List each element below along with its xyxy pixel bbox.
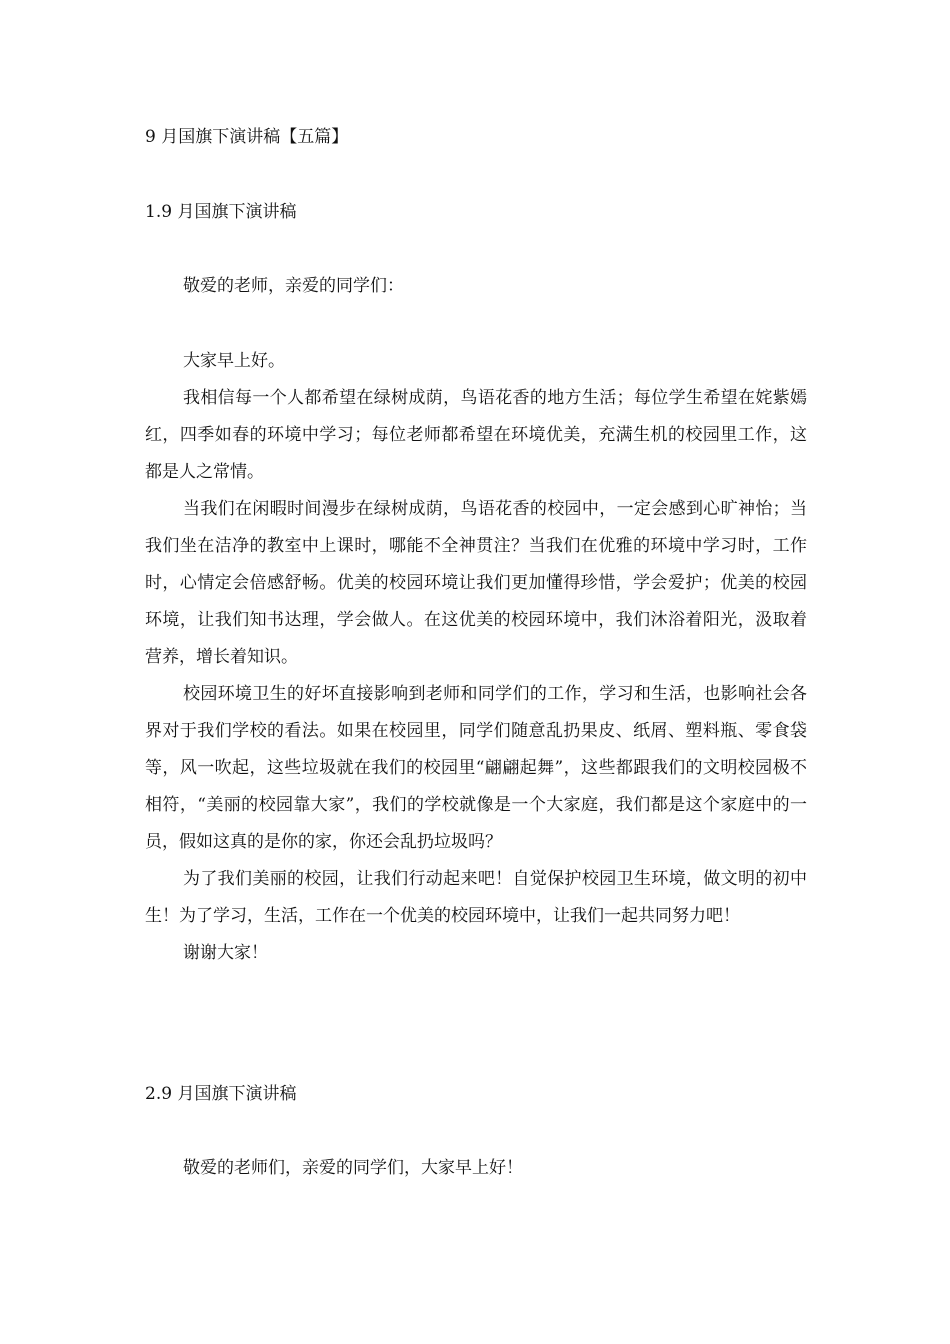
paragraph-wishes: 我相信每一个人都希望在绿树成荫，鸟语花香的地方生活；每位学生希望在姹紫嫣红，四季如春的环境中学习；每位老师都希望在环境优美，充满生机的校园里工作，这都是人之常情。 — [145, 388, 807, 482]
paragraph-campus: 当我们在闲暇时间漫步在绿树成荫，鸟语花香的校园中，一定会感到心旷神怡；当我们坐在洁净的教室中上课时，哪能不全神贯注？当我们在优雅的环境中学习时，工作时，心情定会倍感舒畅。优美的校园环境让我们更加懂得珍惜，学会爱护；优美的校园环境，让我们知书达理，学会做人。在这优美的校园环境中，我们沐浴着阳光，汲取着营养，增长着知识。 — [145, 499, 807, 667]
section-2-salutation: 敬爱的老师们，亲爱的同学们，大家早上好！ — [183, 1158, 523, 1178]
paragraph-hygiene: 校园环境卫生的好坏直接影响到老师和同学们的工作，学习和生活，也影响社会各界对于我们学校的看法。如果在校园里，同学们随意乱扔果皮、纸屑、塑料瓶、零食袋等，风一吹起，这些垃圾就在我们的校园里“翩翩起舞”，这些都跟我们的文明校园极不相符，“美丽的校园靠大家”，我们的学校就像是一个大家庭，我们都是这个家庭中的一员，假如这真的是你的家，你还会乱扔垃圾吗？ — [145, 684, 807, 852]
paragraph-call-to-action: 为了我们美丽的校园，让我们行动起来吧！自觉保护校园卫生环境，做文明的初中生！为了学习，生活，工作在一个优美的校园环境中，让我们一起共同努力吧！ — [145, 869, 807, 926]
document-title: 9 月国旗下演讲稿【五篇】 — [145, 127, 349, 147]
paragraph-greeting: 大家早上好。 — [183, 351, 285, 371]
section-1-body — [145, 343, 807, 972]
section-1-salutation: 敬爱的老师，亲爱的同学们： — [183, 276, 404, 296]
section-1-heading: 1.9 月国旗下演讲稿 — [145, 202, 297, 222]
section-2-heading: 2.9 月国旗下演讲稿 — [145, 1084, 297, 1104]
paragraph-thanks: 谢谢大家！ — [183, 943, 268, 963]
